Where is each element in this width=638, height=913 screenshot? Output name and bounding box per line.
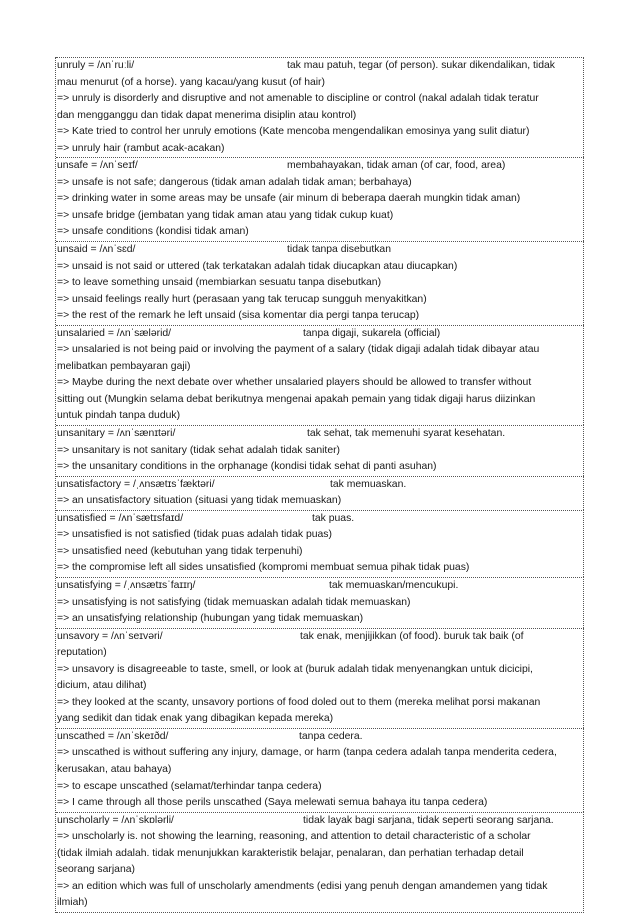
entry-text-line: kerusakan, atau bahaya): [57, 763, 172, 775]
entry-text-line: => I came through all those perils unscathed (Saya melewati semua bahaya itu tanpa cedera): [57, 797, 488, 809]
entry-word: unsatisfying = /ˌʌnsætɪsˈfaɪɪŋ/: [57, 579, 196, 591]
entry-headline: [56, 729, 583, 746]
entry-text-line: => unsatisfying is not satisfying (tidak memuaskan adalah tidak memuaskan): [57, 596, 411, 608]
entry-word: unsanitary = /ʌnˈsænɪtəri/: [57, 428, 176, 440]
entry-word: unruly = /ʌnˈruːli/: [57, 60, 135, 71]
entry-word: unsafe = /ʌnˈseɪf/: [57, 160, 138, 172]
entry-text-line: => unsanitary is not sanitary (tidak sehat adalah tidak saniter): [57, 444, 341, 456]
entry-meaning: membahayakan, tidak aman (of car, food, area): [287, 160, 506, 172]
entry-headline: [56, 629, 583, 646]
entry-text-line: => drinking water in some areas may be unsafe (air minum di beberapa daerah mungkin tidak aman): [57, 193, 521, 205]
entry-meaning: tak puas.: [312, 512, 355, 524]
entry-headline: [56, 477, 583, 494]
dictionary-entry: [56, 577, 584, 628]
entry-text-line: => an unsatisfying relationship (hubungan yang tidak memuaskan): [57, 613, 364, 625]
entry-text-line: => unsavory is disagreeable to taste, smell, or look at (buruk adalah tidak menyenangkan untuk dicicipi,: [57, 663, 533, 675]
dictionary-entry: [56, 628, 584, 728]
entry-word: unscathed = /ʌnˈskeɪðd/: [57, 730, 169, 742]
entry-text-line: => unsafe conditions (kondisi tidak aman): [57, 226, 249, 238]
entry-text-line: => Kate tried to control her unruly emotions (Kate mencoba mengendalikan emosinya yang sulit diatur): [57, 126, 530, 138]
entry-text-line: => unruly hair (rambut acak-acakan): [57, 142, 225, 154]
entry-text-line: => unscholarly is. not showing the learning, reasoning, and attention to detail characteristic of a scholar: [57, 831, 531, 843]
entry-meaning: tak memuaskan/mencukupi.: [329, 579, 459, 591]
entry-text-line: yang sedikit dan tidak enak yang dibagikan kepada mereka): [57, 713, 334, 725]
entry-text-line: melibatkan pembayaran gaji): [57, 360, 191, 372]
dictionary-entry: [56, 241, 584, 325]
entry-text-line: seorang sarjana): [57, 864, 135, 876]
entry-text-line: => an unsatisfactory situation (situasi yang tidak memuaskan): [57, 495, 342, 507]
dictionary-entry: [56, 157, 584, 241]
dictionary-entry: [56, 728, 584, 812]
dictionary-entry: [56, 510, 584, 577]
entry-text-line: => to leave something unsaid (membiarkan sesuatu tanpa disebutkan): [57, 277, 382, 289]
entry-word: unsalaried = /ʌnˈsælərid/: [57, 327, 172, 339]
vocabulary-document: [55, 57, 584, 913]
entry-word: unsatisfactory = /ˌʌnsætɪsˈfæktəri/: [57, 478, 215, 490]
entry-word: unsaid = /ʌnˈsɛd/: [57, 244, 136, 256]
dictionary-entry: [56, 57, 584, 157]
entry-meaning: tidak tanpa disebutkan: [287, 244, 391, 256]
entry-text-line: => unsafe is not safe; dangerous (tidak aman adalah tidak aman; berbahaya): [57, 176, 412, 188]
entry-headline: [56, 158, 583, 175]
dictionary-entry: [56, 476, 584, 510]
entry-meaning: tak enak, menjijikkan (of food). buruk tak baik (of: [300, 630, 524, 642]
entry-meaning: tidak layak bagi sarjana, tidak seperti seorang sarjana.: [303, 814, 554, 826]
entry-text-line: => Maybe during the next debate over whether unsalaried players should be allowed to transfer without: [57, 377, 532, 389]
entry-headline: [56, 242, 583, 259]
entry-text-line: sitting out (Mungkin selama debat berikutnya mengenai apakah pemain yang tidak digaji harus diizinkan: [57, 393, 536, 405]
entry-text-line: untuk pindah tanpa duduk): [57, 410, 181, 422]
entry-text-line: mau menurut (of a horse). yang kacau/yang kusut (of hair): [57, 76, 325, 88]
entry-headline: [56, 426, 583, 443]
entry-word: unsatisfied = /ʌnˈsætɪsfaɪd/: [57, 512, 184, 524]
entry-text-line: => the rest of the remark he left unsaid (sisa komentar dia pergi tanpa terucap): [57, 310, 420, 322]
entry-word: unsavory = /ʌnˈseɪvəri/: [57, 630, 163, 642]
entry-meaning: tak mau patuh, tegar (of person). sukar dikendalikan, tidak: [287, 60, 555, 71]
entry-text-line: => unruly is disorderly and disruptive and not amenable to discipline or control (nakal adalah tidak teratur: [57, 93, 539, 105]
entry-text-line: dicium, atau dilihat): [57, 680, 147, 692]
entry-text-line: => unsafe bridge (jembatan yang tidak aman atau yang tidak cukup kuat): [57, 209, 394, 221]
entry-meaning: tak sehat, tak memenuhi syarat kesehatan.: [307, 428, 506, 440]
entry-meaning: tak memuaskan.: [330, 478, 407, 490]
entry-text-line: => unsalaried is not being paid or involving the payment of a salary (tidak digaji adalah tidak dibayar atau: [57, 344, 540, 356]
entry-text-line: => unscathed is without suffering any injury, damage, or harm (tanpa cedera adalah tanpa menderita cedera,: [57, 747, 557, 759]
entry-text-line: reputation): [57, 647, 107, 659]
dictionary-entry: [56, 425, 584, 476]
entry-headline: [56, 511, 583, 528]
entry-headline: [56, 326, 583, 343]
dictionary-entry: [56, 812, 584, 913]
entry-text-line: => unsaid feelings really hurt (perasaan yang tak terucap sungguh menyakitkan): [57, 293, 427, 305]
entry-text-line: => the compromise left all sides unsatisfied (kompromi membuat semua pihak tidak puas): [57, 562, 470, 574]
entry-text-line: => unsatisfied is not satisfied (tidak puas adalah tidak puas): [57, 529, 332, 541]
entry-headline: [56, 813, 583, 830]
entry-text-line: dan mengganggu dan tidak dapat menerima disiplin atau kontrol): [57, 109, 357, 121]
entry-text-line: => the unsanitary conditions in the orphanage (kondisi tidak sehat di panti asuhan): [57, 461, 437, 473]
entry-meaning: tanpa cedera.: [299, 730, 363, 742]
entry-text-line: ilmiah): [57, 897, 88, 909]
dictionary-entry: [56, 325, 584, 425]
entry-headline: [56, 578, 583, 595]
entry-meaning: tanpa digaji, sukarela (official): [303, 327, 441, 339]
entry-headline: [56, 58, 583, 75]
entry-text-line: => an edition which was full of unscholarly amendments (edisi yang penuh dengan amandemen yang tidak: [57, 880, 548, 892]
entry-text-line: => unsatisfied need (kebutuhan yang tidak terpenuhi): [57, 545, 303, 557]
entry-text-line: => unsaid is not said or uttered (tak terkatakan adalah tidak diucapkan atau diucapkan): [57, 260, 458, 272]
entry-text-line: => they looked at the scanty, unsavory portions of food doled out to them (mereka melihat porsi makanan: [57, 696, 541, 708]
entry-text-line: (tidak ilmiah adalah. tidak menunjukkan karakteristik belajar, penalaran, dan perhatian terhadap detail: [57, 847, 524, 859]
entry-text-line: => to escape unscathed (selamat/terhindar tanpa cedera): [57, 780, 322, 792]
entry-word: unscholarly = /ʌnˈskɒlərli/: [57, 814, 174, 826]
